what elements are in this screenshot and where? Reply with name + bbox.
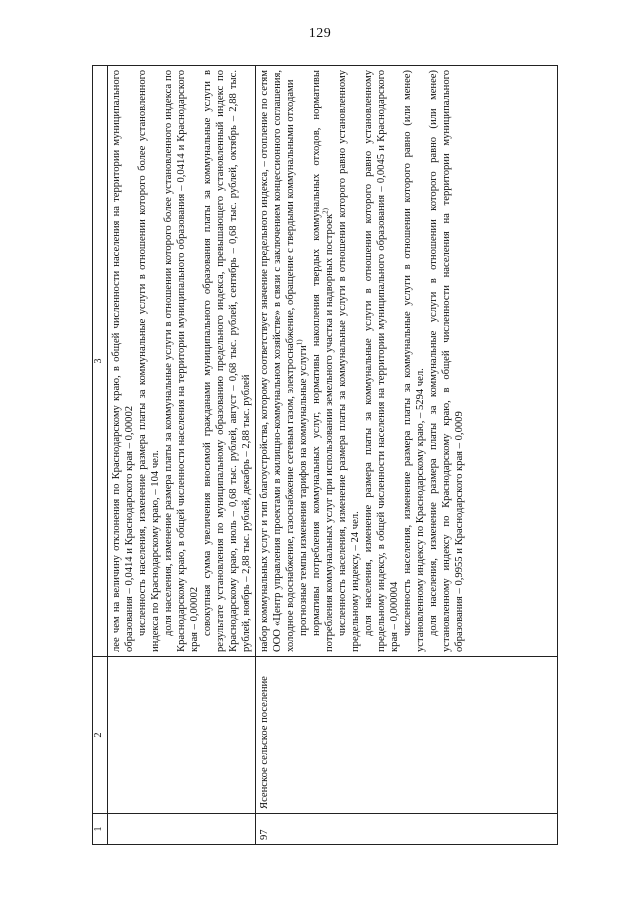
page-number: 129 bbox=[308, 26, 332, 41]
row-97-paragraph: численность населения, изменение размера платы за коммунальные услуги в отношении которого равно установленному предельному индексу, – 24 чел. bbox=[337, 70, 361, 652]
continuation-details-cell bbox=[108, 66, 256, 657]
footnote-mark: 1) bbox=[295, 339, 304, 346]
row-97-paragraph: доля населения, изменение размера платы за коммунальные услуги в отношении которого равно (или менее) установленному индексу по Краснодарскому краю, в общей численности населения на территории муниципального образования – 0,9955 и Краснодарского края – 0,0009 bbox=[428, 70, 465, 652]
row-97-paragraph: набор коммунальных услуг и тип благоустройства, которому соответствует значение предельного индекса, – отопление по сетям ООО «Центр управления проектами в жилищно-коммунальном хозяйстве» в связи с заключением концессионного соглашения, холодное водоснабжение, газоснабжение сетевым газом, электроснабжение, обращение с твердыми коммунальными отходами bbox=[259, 70, 296, 652]
table-header-row bbox=[93, 66, 108, 845]
row-97-paragraph bbox=[297, 70, 310, 652]
row-97-paragraph-text: нормативы потребления коммунальных услуг, нормативы накопления твердых коммунальных отходов, нормативы потребления коммунальных услуг при использовании земельного участка и надворных построек bbox=[311, 70, 335, 652]
continuation-number-cell bbox=[108, 814, 256, 845]
continuation-settlement-cell bbox=[108, 657, 256, 814]
header-col-2: 2 bbox=[93, 657, 108, 814]
row-97-paragraph: численность населения, изменение размера платы за коммунальные услуги в отношении которого равно (или менее) установленному индексу по Краснодарскому краю, – 5294 чел. bbox=[402, 70, 426, 652]
footnote-mark: 2) bbox=[321, 208, 330, 214]
settlement-name: Ясенское сельское поселение bbox=[256, 657, 558, 814]
continuation-paragraph: совокупная сумма увеличения вносимой гражданами муниципального образования платы за коммунальные услуги в результате установления по муниципальному образованию предельного индекса, превышающего установленный индекс по Краснодарскому краю, июль – 0,68 тыс. рублей, август – 0,68 тыс. рублей, сентябрь – 0,68 тыс. рублей, октябрь – 2,88 тыс. рублей, ноябрь – 2,88 тыс. рублей, декабрь – 2,88 тыс. рублей bbox=[202, 70, 252, 652]
continuation-paragraph: лее чем на величину отклонения по Краснодарскому краю, в общей численности населения на территории муниципального образования – 0,0414 и Краснодарского края – 0,00002 bbox=[111, 70, 135, 652]
tariff-table bbox=[92, 65, 558, 845]
continuation-paragraph: доля населения, изменение размера платы за коммунальные услуги в отношении которого более установленного индекса по Краснодарскому краю, в общей численности населения на территории муниципального образования – 0,0414 и Краснодарского края – 0,00002 bbox=[163, 70, 200, 652]
continuation-paragraph: численность населения, изменение размера платы за коммунальные услуги в отношении которого более установленного индекса по Краснодарскому краю, – 104 чел. bbox=[137, 70, 161, 652]
row-number: 97 bbox=[256, 814, 558, 845]
row-97-paragraph bbox=[310, 70, 336, 652]
row-97-paragraph-text: прогнозные темпы изменения тарифов на коммунальные услуги bbox=[298, 345, 309, 636]
table-row-97 bbox=[256, 66, 558, 845]
header-col-3: 3 bbox=[93, 66, 108, 657]
header-col-1: 1 bbox=[93, 814, 108, 845]
table-row-continuation bbox=[108, 66, 256, 845]
rotated-table-block bbox=[92, 65, 558, 845]
row-97-details-cell bbox=[256, 66, 558, 657]
row-97-paragraph: доля населения, изменение размера платы за коммунальные услуги в отношении которого равно установленному предельному индексу, в общей численности населения на территории муниципального образования – 0,0045 и Краснодарского края – 0,000004 bbox=[363, 70, 400, 652]
